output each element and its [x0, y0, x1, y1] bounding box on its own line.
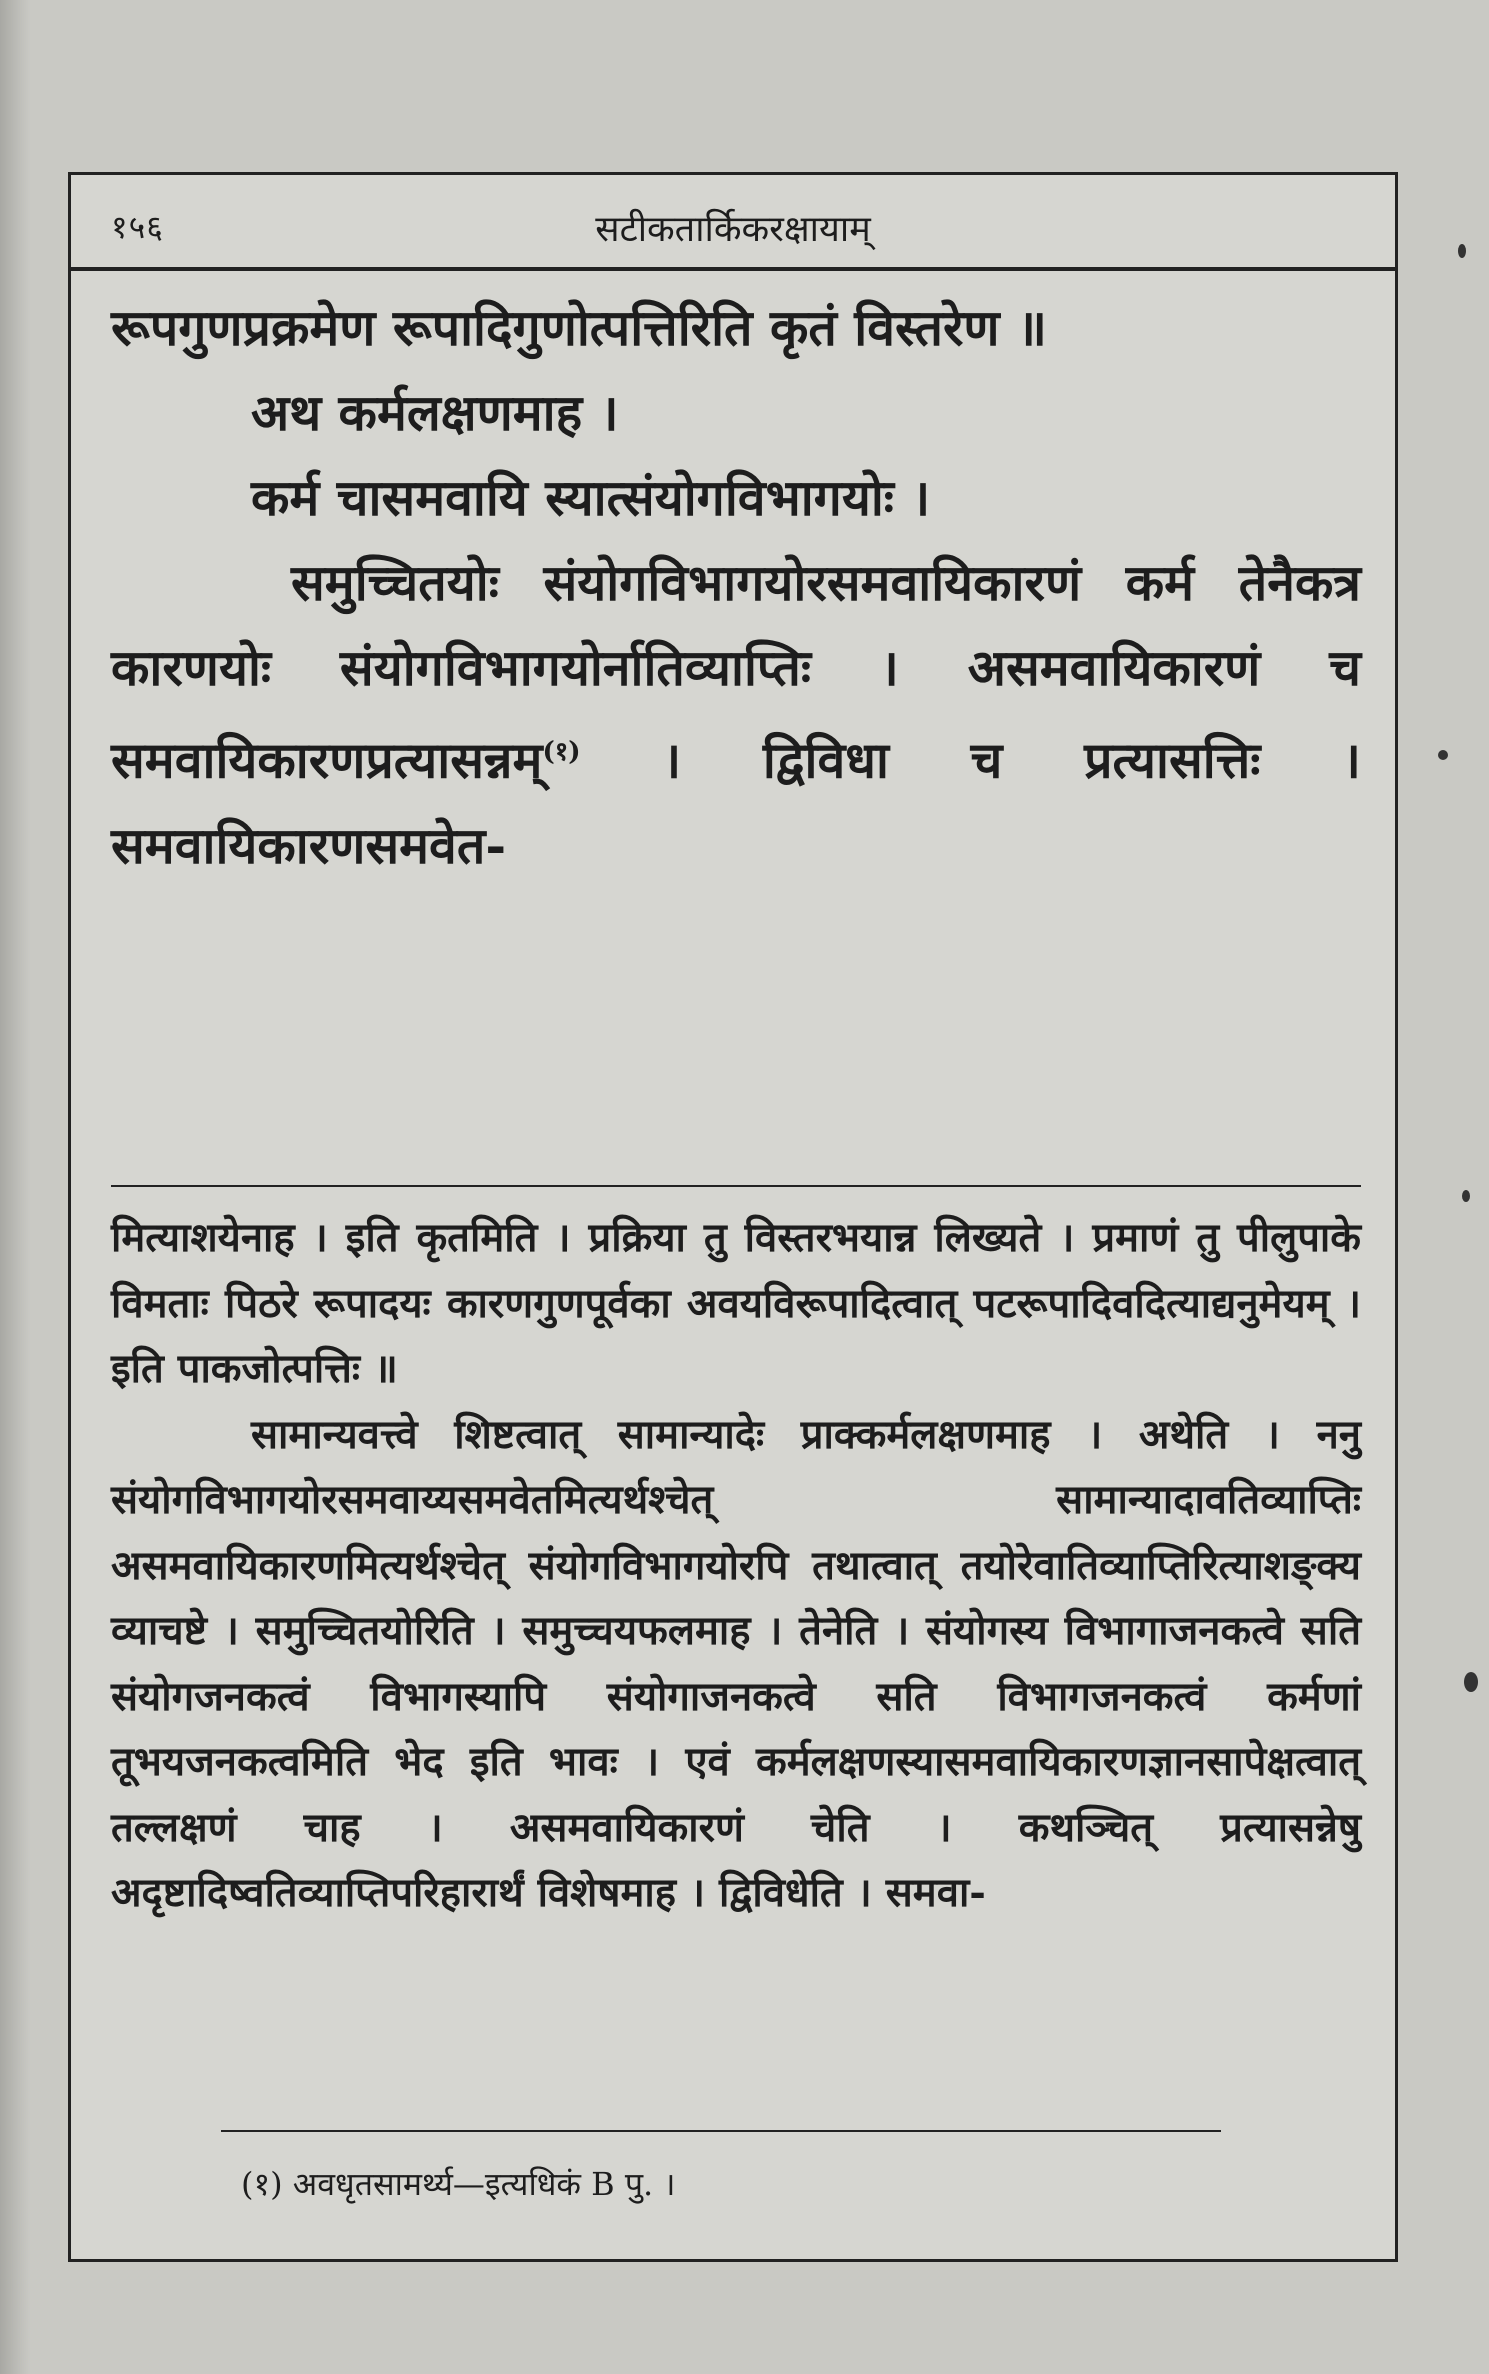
- scan-speck: [1464, 1672, 1478, 1692]
- main-paragraph-text-end: । द्विविधा च प्रत्यासत्तिः । समवायिकारणसमवेत-: [111, 730, 1361, 875]
- main-paragraph: [111, 540, 1361, 888]
- scan-speck: [1458, 244, 1466, 258]
- main-paragraph-text: समुच्चितयोः संयोगविभागयोरसमवायिकारणं कर्म तेनैकत्र कारणयोः संयोगविभागयोर्नातिव्याप्तिः । असमवायिकारणं च समवायिकारणप्रत्यासन्नम्: [111, 553, 1361, 790]
- main-text: [111, 285, 1361, 888]
- commentary-paragraph: सामान्यवत्त्वे शिष्टत्वात् सामान्यादेः प्राक्कर्मलक्षणमाह । अथेति । ननु संयोगविभागयोरसमवाय्यसमवेतमित्यर्थश्चेत् सामान्यादावतिव्याप्तिः असमवायिकारणमित्यर्थश्चेत् संयोगविभागयोरपि तथात्वात् तयोरेवातिव्याप्तिरित्याशङ्क्य व्याचष्टे । समुच्चितयोरिति । समुच्चयफलमाह । तेनेति । संयोगस्य विभागाजनकत्वे सति संयोगजनकत्वं विभागस्यापि संयोगाजनकत्वे सति विभागजनकत्वं कर्मणां तूभयजनकत्वमिति भेद इति भावः । एवं कर्मलक्षणस्यासमवायिकारणज्ञानसापेक्षत्वात् तल्लक्षणं चाह । असमवायिकारणं चेति । कथञ्चित् प्रत्यासन्नेषु अदृष्टादिष्वतिव्याप्तिपरिहारार्थं विशेषमाह । द्विविधेति । समवा-: [111, 1410, 1361, 1916]
- main-heading: अथ कर्मलक्षणमाह ।: [251, 383, 619, 442]
- footnote-rule: [221, 2130, 1221, 2132]
- scan-speck: [1462, 1190, 1470, 1202]
- commentary-divider: [111, 1185, 1361, 1187]
- verse-line: कर्म चासमवायि स्यात्संयोगविभागयोः ।: [251, 468, 931, 527]
- scan-edge: [0, 0, 30, 2374]
- book-page: [68, 172, 1398, 2262]
- scan-speck: [1438, 750, 1448, 760]
- commentary-paragraph: मित्याशयेनाह । इति कृतमिति । प्रक्रिया तु विस्तरभयान्न लिख्यते । प्रमाणं तु पीलुपाके विमताः पिठरे रूपादयः कारणगुणपूर्वका अवयविरूपादित्वात् पटरूपादिवदित्याद्यनुमेयम् । इति पाकजोत्पत्तिः ॥: [111, 1214, 1361, 1392]
- commentary-text: [111, 1205, 1361, 1926]
- footnote: (१) अवधृतसामर्थ्य—इत्यधिकं B पु. ।: [241, 2165, 676, 2203]
- page-number: १५६: [111, 208, 164, 246]
- page-header: [71, 175, 1395, 271]
- footnote-marker: (१): [542, 737, 581, 767]
- running-title: सटीकतार्किकरक्षायाम्: [595, 209, 871, 250]
- main-paragraph: रूपगुणप्रक्रमेण रूपादिगुणोत्पत्तिरिति कृतं विस्तरेण ॥: [111, 298, 1047, 357]
